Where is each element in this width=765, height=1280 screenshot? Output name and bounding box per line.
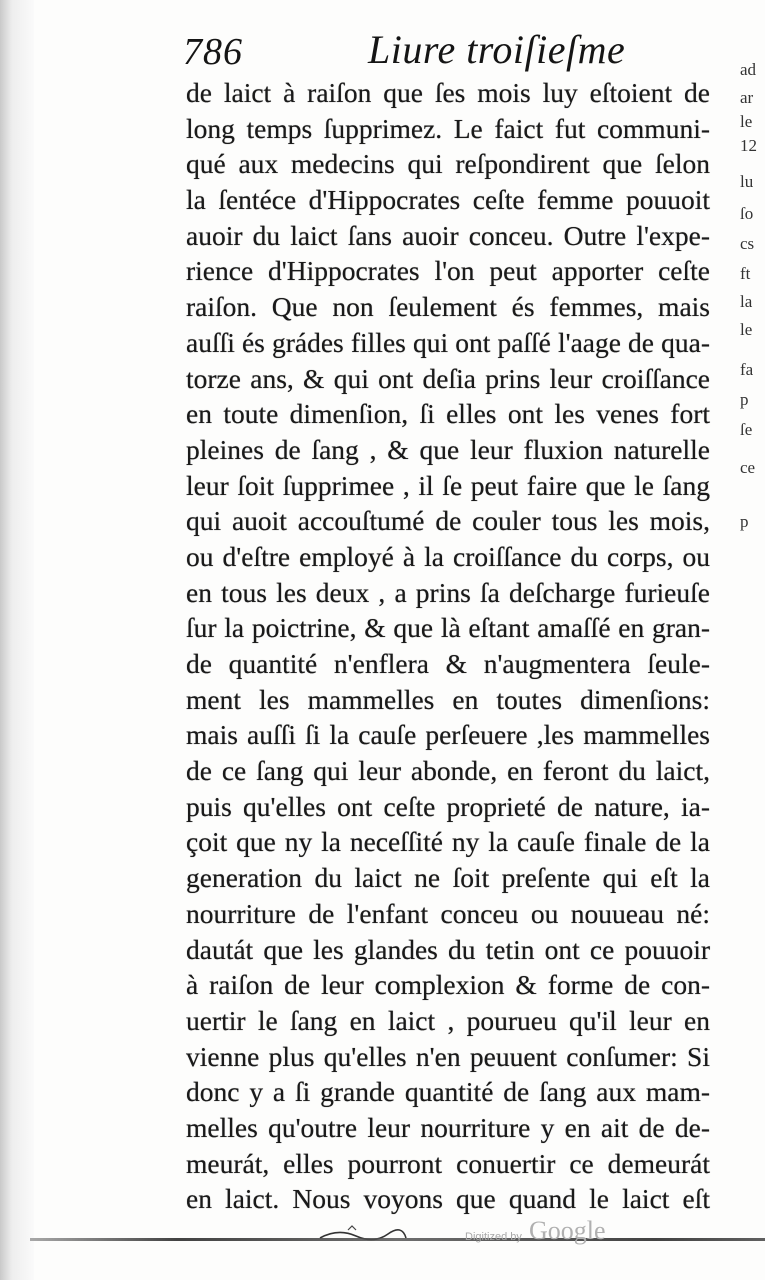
text-line: melles qu'outre leur nourriture y en ait de de- bbox=[186, 1111, 710, 1143]
gutter-fragment: le bbox=[740, 320, 753, 339]
gutter-fragment: p bbox=[740, 512, 749, 531]
gutter-fragment: ft bbox=[740, 264, 751, 283]
gutter-fragment: le bbox=[740, 112, 753, 131]
gutter-fragment: lu bbox=[740, 172, 754, 191]
facing-page-gutter bbox=[736, 60, 765, 1260]
text-line: auoir du laict ſans auoir conceu. Outre l'expe- bbox=[186, 219, 710, 251]
text-line: rience d'Hippocrates l'on peut apporter ceſte bbox=[186, 255, 710, 287]
text-line: auſſi és grádes filles qui ont paſſé l'aage de qua- bbox=[186, 326, 710, 358]
digitized-label: Digitized by bbox=[465, 1231, 522, 1243]
text-line: puis qu'elles ont ceſte proprieté de nature, ia- bbox=[186, 790, 710, 822]
gutter-fragment: p bbox=[740, 390, 749, 409]
page-number: 786 bbox=[183, 31, 243, 73]
text-line: pleines de ſang , & que leur fluxion naturelle bbox=[186, 433, 710, 465]
page-header bbox=[0, 26, 765, 82]
text-line: qué aux medecins qui reſpondirent que ſelon bbox=[186, 148, 710, 180]
text-line: vienne plus qu'elles n'en peuuent conſumer: Si bbox=[186, 1040, 710, 1072]
text-line: en tous les deux , a prins ſa deſcharge furieuſe bbox=[186, 576, 710, 608]
text-line: mais auſſi ſi la cauſe perſeuere ,les mammelles bbox=[186, 719, 710, 751]
text-line: meurát, elles pourront conuertir ce demeurát bbox=[186, 1147, 710, 1179]
text-line: dautát que les glandes du tetin ont ce pouuoir bbox=[186, 933, 710, 965]
gutter-fragment: ſe bbox=[740, 420, 753, 439]
text-line: ment les mammelles en toutes dimenſions: bbox=[186, 683, 710, 715]
body-text bbox=[186, 75, 710, 1217]
text-line: uertir le ſang en laict , pourueu qu'il leur en bbox=[186, 1004, 710, 1036]
text-line: raiſon. Que non ſeulement és femmes, mais bbox=[186, 291, 710, 323]
gutter-fragment: ad bbox=[740, 60, 757, 79]
gutter-fragment: ce bbox=[740, 458, 756, 477]
text-line: en laict. Nous voyons que quand le laict eſt bbox=[186, 1183, 710, 1215]
google-logo: Google bbox=[529, 1216, 606, 1245]
page-binding-shadow bbox=[0, 0, 34, 1280]
text-line: qui auoit accouſtumé de couler tous les mois, bbox=[186, 505, 710, 537]
text-line: de laict à raiſon que ſes mois luy eſtoient de bbox=[186, 77, 710, 108]
text-line: torze ans, & qui ont deſia prins leur croiſſance bbox=[186, 362, 710, 394]
text-line: donc y a ſi grande quantité de ſang aux mam- bbox=[186, 1076, 710, 1108]
text-line: en toute dimenſion, ſi elles ont les venes fort bbox=[186, 398, 710, 430]
text-line: long temps ſupprimez. Le faict fut communi- bbox=[186, 112, 710, 144]
bottom-rule bbox=[30, 1238, 765, 1241]
text-line: de quantité n'enflera & n'augmentera ſeule- bbox=[186, 648, 710, 679]
gutter-fragment: 12 bbox=[740, 136, 757, 155]
text-line: de ce ſang qui leur abonde, en feront du laict, bbox=[186, 755, 710, 787]
gutter-fragment: ar bbox=[740, 88, 754, 107]
text-line: à raiſon de leur complexion & forme de con- bbox=[186, 969, 710, 1001]
gutter-fragment: la bbox=[740, 292, 753, 311]
text-line: ou d'eſtre employé à la croiſſance du corps, ou bbox=[186, 540, 710, 572]
text-line: nourriture de l'enfant conceu ou nouueau né: bbox=[186, 897, 710, 929]
text-line: generation du laict ne ſoit preſente qui eſt la bbox=[186, 862, 710, 894]
gutter-fragment: ſo bbox=[740, 204, 754, 223]
text-line: ſur la poictrine, & que là eſtant amaſſé en gran- bbox=[186, 612, 710, 644]
running-title: Liure troiſieſme bbox=[368, 27, 626, 72]
gutter-fragment: cs bbox=[740, 234, 755, 253]
text-line: la ſentéce d'Hippocrates ceſte femme pouuoit bbox=[186, 184, 710, 216]
text-line: leur ſoit ſupprimee , il ſe peut faire que le ſang bbox=[186, 469, 710, 501]
gutter-fragment: fa bbox=[740, 360, 754, 379]
text-line: çoit que ny la neceſſité ny la cauſe finale de la bbox=[186, 826, 710, 858]
